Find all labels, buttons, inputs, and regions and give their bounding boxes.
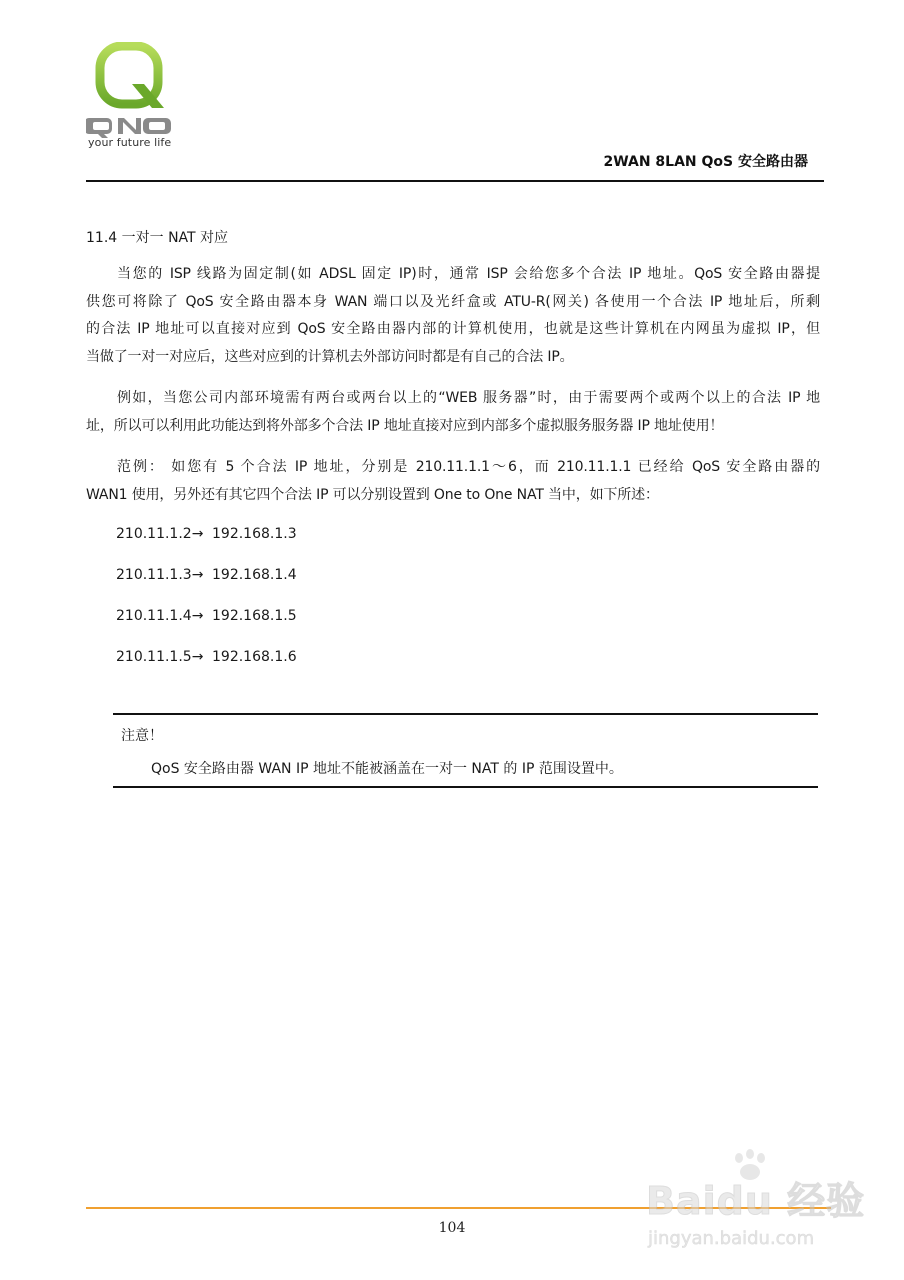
public-ip: 210.11.1.3→ xyxy=(116,567,204,583)
ip-mapping xyxy=(116,567,297,583)
paragraph-line: WAN1 使用，另外还有其它四个合法 IP 可以分别设置到 One to One NAT 当中，如下所述： xyxy=(86,486,659,503)
header-divider xyxy=(86,180,824,182)
paragraph-sample xyxy=(86,454,820,509)
arrow-icon: → xyxy=(191,567,204,583)
private-ip: 192.168.1.3 xyxy=(212,526,297,542)
public-ip: 210.11.1.2→ xyxy=(116,526,204,542)
arrow-icon: → xyxy=(191,649,204,665)
public-ip: 210.11.1.4→ xyxy=(116,608,204,624)
paragraph-example xyxy=(86,385,820,440)
note-bottom-rule xyxy=(113,786,818,788)
note-top-rule xyxy=(113,713,818,715)
paragraph-line: 址，所以可以利用此功能达到将外部多个合法 IP 地址直接对应到内部多个虚拟服务服务器 IP 地址使用！ xyxy=(86,417,724,434)
watermark-url: jingyan.baidu.com xyxy=(648,1228,815,1249)
ip-mapping xyxy=(116,649,297,665)
ip-mapping xyxy=(116,608,297,624)
page-number: 104 xyxy=(438,1220,466,1236)
arrow-icon: → xyxy=(191,608,204,624)
note-text: QoS 安全路由器 WAN IP 地址不能被涵盖在一对一 NAT 的 IP 范围设置中。 xyxy=(151,761,623,777)
watermark-brand: Baidu 经验 xyxy=(646,1179,866,1223)
paragraph-line: 例如，当您公司内部环境需有两台或两台以上的“WEB 服务器”时，由于需要两个或两个以上的合法 IP 地 xyxy=(117,390,820,406)
header-product-title: 2WAN 8LAN QoS 安全路由器 xyxy=(603,154,808,170)
private-ip: 192.168.1.4 xyxy=(212,567,297,583)
paragraph-line: 范例： 如您有 5 个合法 IP 地址，分别是 210.11.1.1～6，而 210.11.1.1 已经给 QoS 安全路由器的 xyxy=(117,459,820,475)
paragraph-line: 当您的 ISP 线路为固定制(如 ADSL 固定 IP)时，通常 ISP 会给您多个合法 IP 地址。QoS 安全路由器提 xyxy=(117,266,820,282)
paragraph-line: 当做了一对一对应后，这些对应到的计算机去外部访问时都是有自己的合法 IP。 xyxy=(86,348,574,365)
paragraph-line: 供您可将除了 QoS 安全路由器本身 WAN 端口以及光纤盒或 ATU-R(网关) 各使用一个合法 IP 地址后，所剩 xyxy=(86,293,820,310)
arrow-icon: → xyxy=(191,526,204,542)
note-title: 注意！ xyxy=(121,728,163,744)
ip-mapping xyxy=(116,526,297,542)
private-ip: 192.168.1.5 xyxy=(212,608,297,624)
logo-tagline: your future life xyxy=(88,136,172,149)
public-ip: 210.11.1.5→ xyxy=(116,649,204,665)
private-ip: 192.168.1.6 xyxy=(212,649,297,665)
section-title: 11.4 一对一 NAT 对应 xyxy=(86,230,229,246)
baidu-watermark xyxy=(640,1148,870,1268)
paragraph-intro xyxy=(86,261,820,371)
paragraph-line: 的合法 IP 地址可以直接对应到 QoS 安全路由器内部的计算机使用，也就是这些计算机在内网虽为虚拟 IP，但 xyxy=(86,321,820,337)
